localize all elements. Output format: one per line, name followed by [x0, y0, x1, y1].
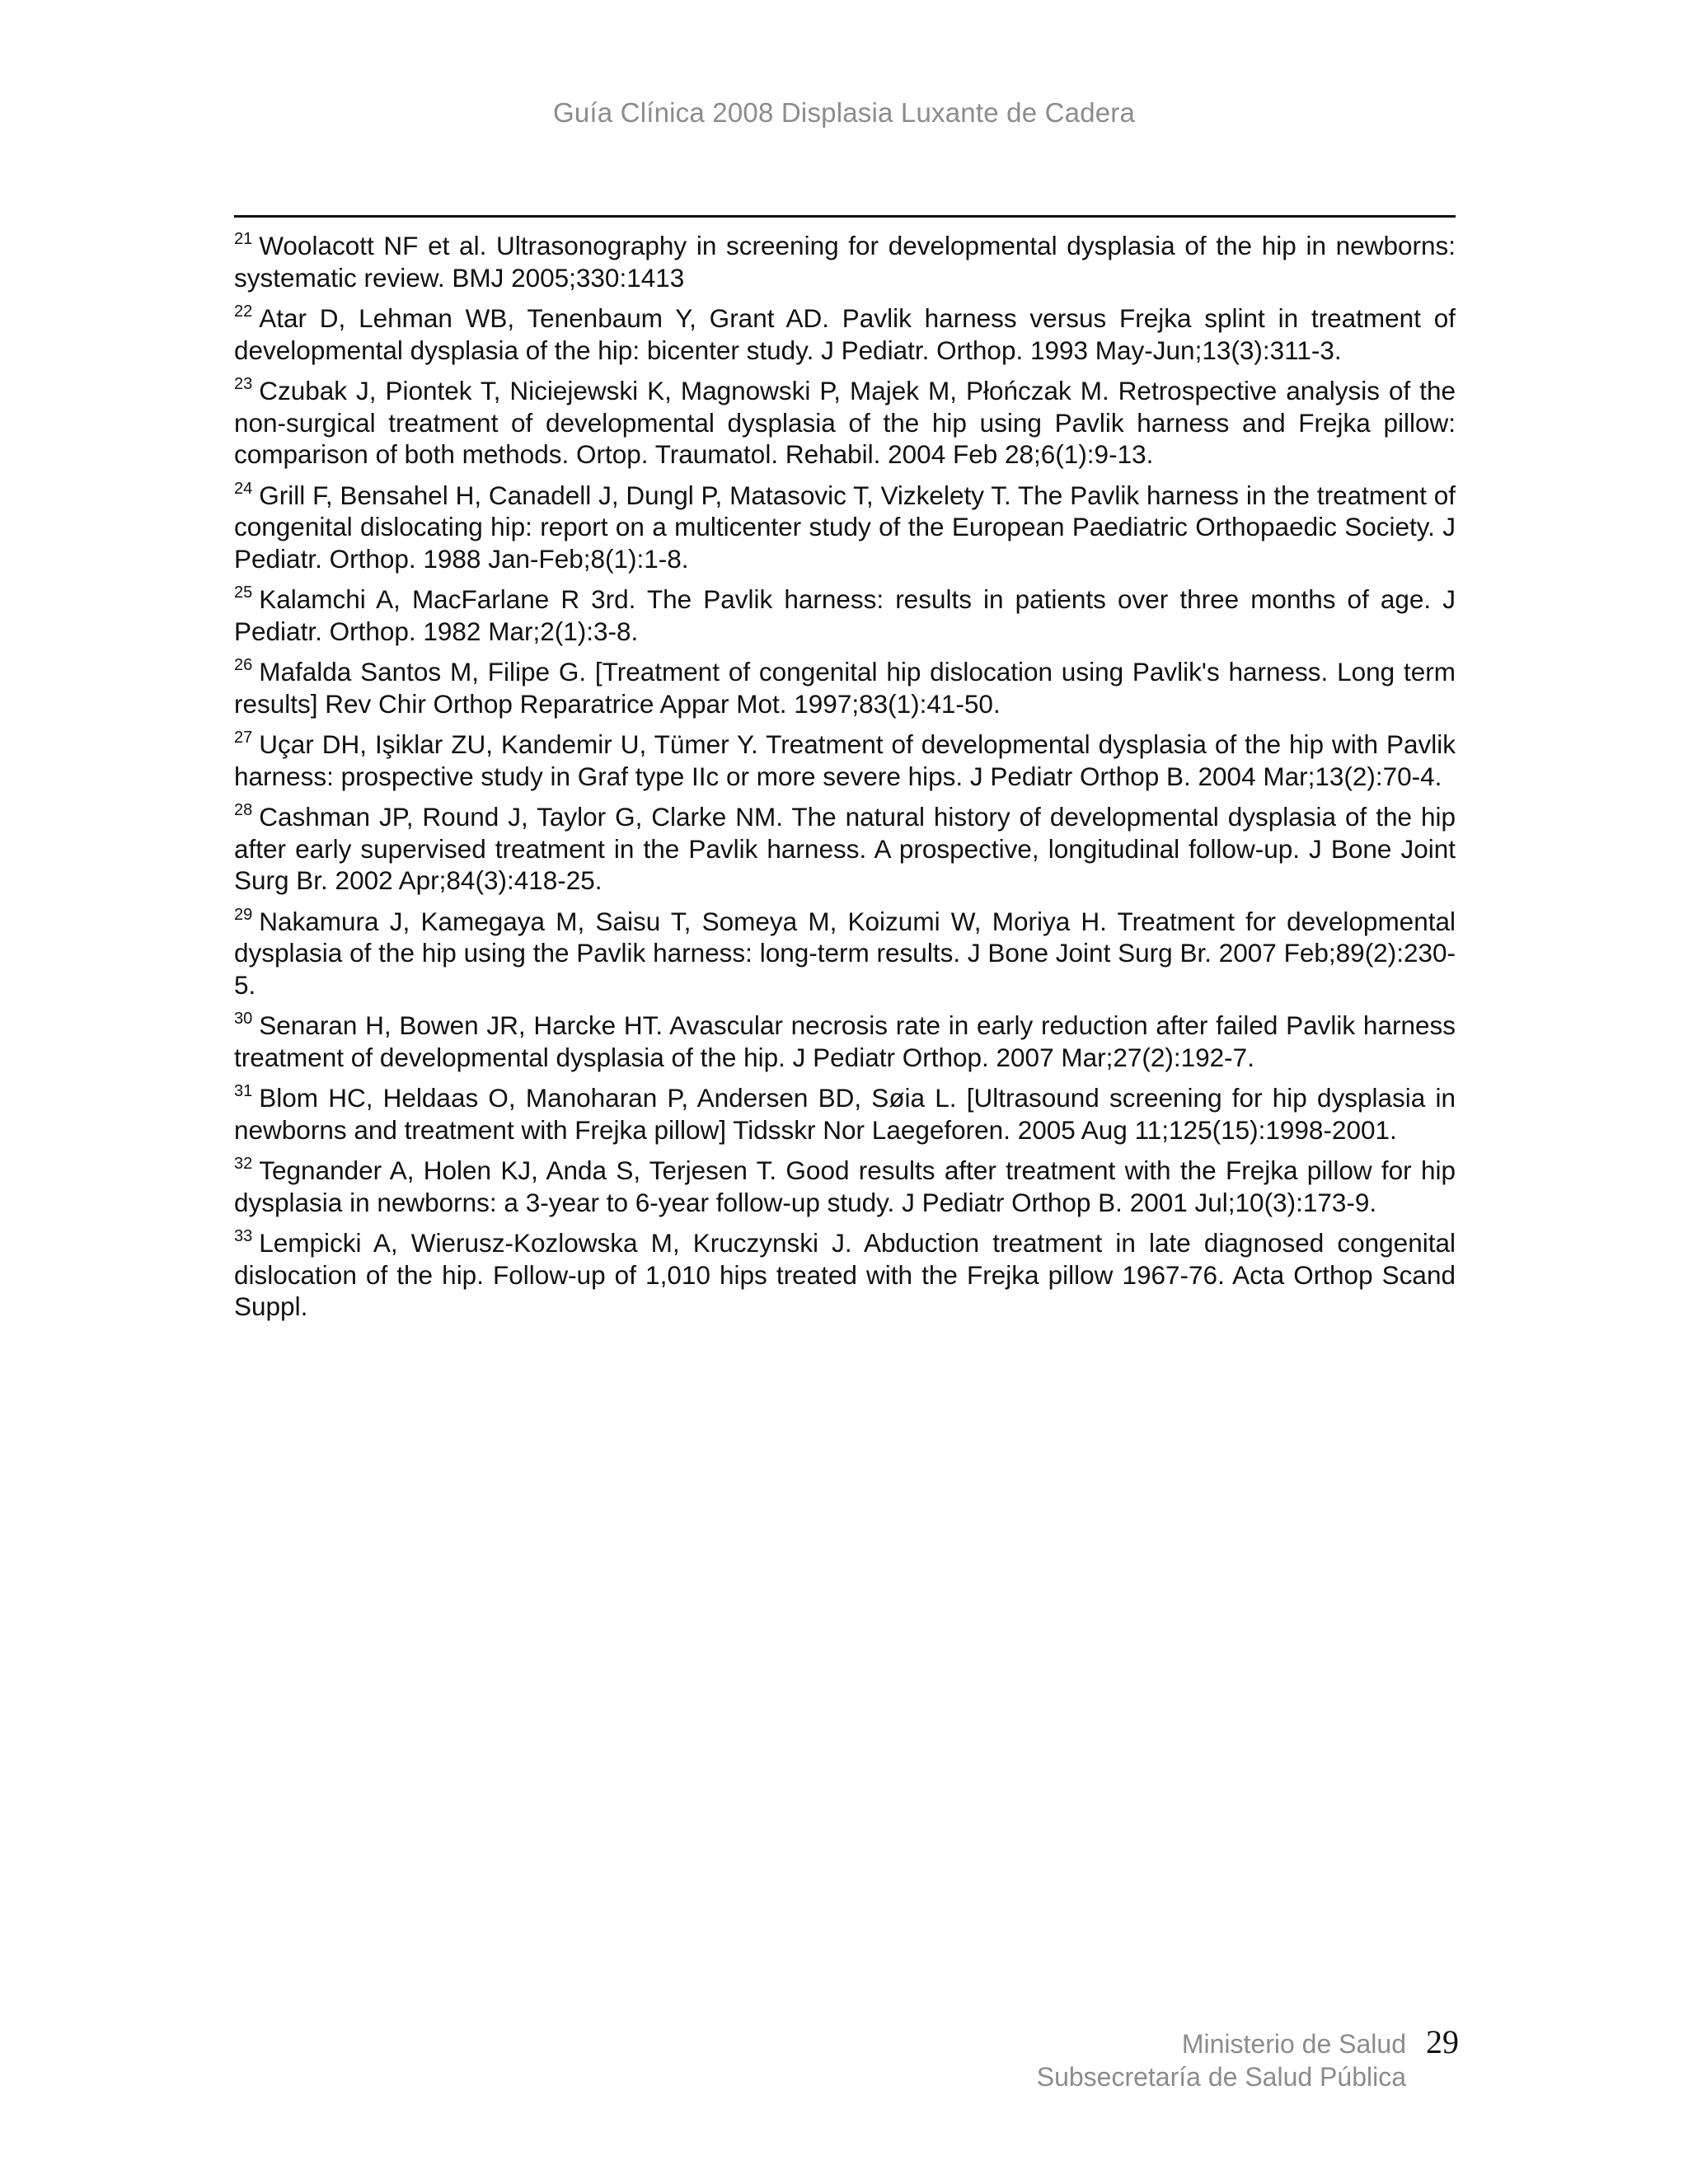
footer-ministry: Ministerio de Salud [1181, 2029, 1406, 2059]
reference-text: Nakamura J, Kamegaya M, Saisu T, Someya M, Koizumi W, Moriya H. Treatment for developmental dysplasia of the hip using the Pavlik harness: long-term results. J Bone Joint Surg Br. 2007 Feb;89(2):230-5. [234, 906, 1456, 1000]
reference-item [234, 375, 1456, 471]
reference-text: Czubak J, Piontek T, Niciejewski K, Magnowski P, Majek M, Płończak M. Retrospective analysis of the non-surgical treatment of developmental dysplasia of the hip using Pavlik harness and Frejka pillow: comparison of both methods. Ortop. Traumatol. Rehabil. 2004 Feb 28;6(1):9-13. [234, 376, 1456, 469]
reference-text: Blom HC, Heldaas O, Manoharan P, Andersen BD, Søia L. [Ultrasound screening for hip dysplasia in newborns and treatment with Frejka pillow] Tidsskr Nor Laegeforen. 2005 Aug 11;125(15):1998-2001. [234, 1083, 1456, 1145]
page-header: Guía Clínica 2008 Displasia Luxante de Cadera [552, 97, 1136, 128]
reference-number: 32 [234, 1155, 253, 1173]
page-footer [1037, 2027, 1406, 2093]
reference-text: Cashman JP, Round J, Taylor G, Clarke NM. The natural history of developmental dysplasia of the hip after early supervised treatment in the Pavlik harness. A prospective, longitudinal follow-up. J Bone Joint Surg Br. 2002 Apr;84(3):418-25. [234, 802, 1456, 895]
reference-text: Tegnander A, Holen KJ, Anda S, Terjesen T. Good results after treatment with the Frejka pillow for hip dysplasia in newborns: a 3-year to 6-year follow-up study. J Pediatr Orthop B. 2001 Jul;10(3):173-9. [234, 1155, 1456, 1217]
reference-text: Kalamchi A, MacFarlane R 3rd. The Pavlik harness: results in patients over three months of age. J Pediatr. Orthop. 1982 Mar;2(1):3-8. [234, 584, 1456, 646]
reference-item [234, 230, 1456, 293]
reference-text: Senaran H, Bowen JR, Harcke HT. Avascular necrosis rate in early reduction after failed Pavlik harness treatment of developmental dysplasia of the hip. J Pediatr Orthop. 2007 Mar;27(2):192-7. [234, 1010, 1456, 1072]
reference-text: Uçar DH, Işiklar ZU, Kandemir U, Tümer Y. Treatment of developmental dysplasia of the hip with Pavlik harness: prospective study in Graf type IIc or more severe hips. J Pediatr Orthop B. 2004 Mar;13(2):70-4. [234, 729, 1456, 791]
reference-number: 26 [234, 656, 253, 674]
footer-subsecretariat: Subsecretaría de Salud Pública [1036, 2062, 1406, 2092]
reference-text: Woolacott NF et al. Ultrasonography in screening for developmental dysplasia of the hip in newborns: systematic review. BMJ 2005;330:1413 [234, 231, 1456, 293]
reference-item [234, 656, 1456, 719]
reference-item [234, 480, 1456, 575]
reference-number: 33 [234, 1227, 253, 1245]
reference-item [234, 1010, 1456, 1073]
reference-item [234, 302, 1456, 366]
reference-number: 31 [234, 1082, 253, 1100]
reference-number: 21 [234, 230, 253, 248]
reference-number: 23 [234, 375, 253, 393]
reference-list [234, 230, 1456, 1332]
reference-number: 29 [234, 905, 253, 924]
footnote-separator [234, 215, 1456, 218]
reference-text: Mafalda Santos M, Filipe G. [Treatment of congenital hip dislocation using Pavlik's harness. Long term results] Rev Chir Orthop Reparatrice Appar Mot. 1997;83(1):41-50. [234, 657, 1456, 719]
reference-item [234, 1082, 1456, 1146]
reference-text: Lempicki A, Wierusz-Kozlowska M, Kruczynski J. Abduction treatment in late diagnosed congenital dislocation of the hip. Follow-up of 1,010 hips treated with the Frejka pillow 1967-76. Acta Orthop Scand Suppl. [234, 1228, 1456, 1321]
reference-number: 22 [234, 302, 253, 321]
reference-number: 25 [234, 583, 253, 602]
reference-text: Grill F, Bensahel H, Canadell J, Dungl P, Matasovic T, Vizkelety T. The Pavlik harness in the treatment of congenital dislocating hip: report on a multicenter study of the European Paediatric Orthopaedic Society. J Pediatr. Orthop. 1988 Jan-Feb;8(1):1-8. [234, 480, 1456, 574]
reference-item [234, 801, 1456, 897]
reference-item [234, 1227, 1456, 1323]
reference-text: Atar D, Lehman WB, Tenenbaum Y, Grant AD. Pavlik harness versus Frejka splint in treatment of developmental dysplasia of the hip: bicenter study. J Pediatr. Orthop. 1993 May-Jun;13(3):311-3. [234, 303, 1456, 365]
reference-item [234, 729, 1456, 792]
reference-item [234, 583, 1456, 647]
reference-number: 27 [234, 729, 253, 747]
reference-number: 30 [234, 1010, 253, 1028]
reference-item [234, 906, 1456, 1001]
reference-item [234, 1155, 1456, 1218]
page-number: 29 [1426, 2023, 1459, 2060]
reference-number: 24 [234, 479, 253, 498]
reference-number: 28 [234, 801, 253, 819]
